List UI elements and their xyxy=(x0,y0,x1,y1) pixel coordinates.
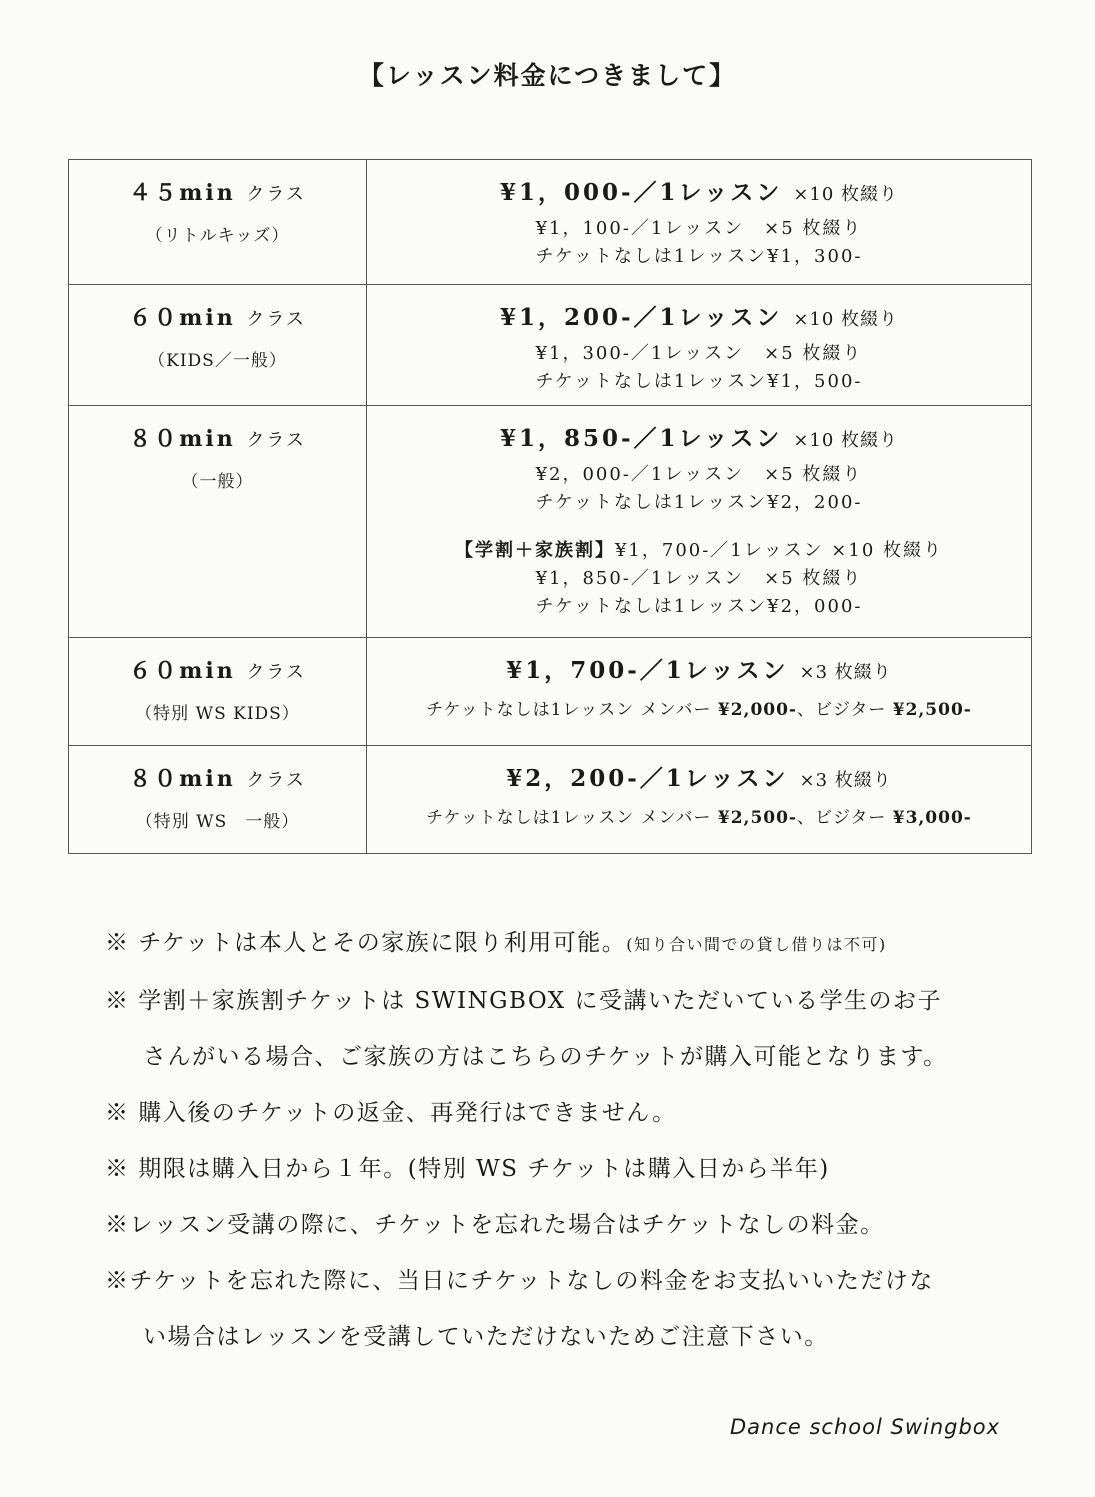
no-ticket-price: チケットなしは1レッスン¥2，200- xyxy=(535,492,863,513)
class-cell xyxy=(69,285,367,406)
fee-cell xyxy=(367,746,1032,854)
discount-label: 【学割＋家族割】 xyxy=(454,540,615,561)
class-name: ８０min クラス xyxy=(129,766,306,792)
five-ticket-price: ¥2，000-／1レッスン ×5 枚綴り xyxy=(535,464,863,485)
fee-cell xyxy=(367,285,1032,406)
class-name: ８０min クラス xyxy=(129,426,306,452)
note-item: ※レッスン受講の際に、チケットを忘れた場合はチケットなしの料金。 xyxy=(105,1212,885,1238)
discount-ten-ticket: ¥1，700-／1レッスン ×10 枚綴り xyxy=(614,540,944,561)
note-item: ※チケットを忘れた際に、当日にチケットなしの料金をお支払いいただけな xyxy=(105,1268,934,1294)
no-ticket-price: チケットなしは1レッスン¥1，500- xyxy=(535,371,863,392)
notes-section xyxy=(105,915,1055,1365)
note-item-continued: い場合はレッスンを受講していただけないためご注意下さい。 xyxy=(143,1324,829,1350)
main-price: ¥2，200-／1レッスン ×3 枚綴り xyxy=(506,765,892,792)
class-name: ６０min クラス xyxy=(129,658,306,684)
fee-cell xyxy=(367,160,1032,285)
discount-block xyxy=(367,537,1031,621)
fee-cell xyxy=(367,638,1032,746)
class-subtitle: （一般） xyxy=(181,472,254,492)
class-subtitle: （特別 WS KIDS） xyxy=(135,704,300,724)
main-price: ¥1，700-／1レッスン ×3 枚綴り xyxy=(506,657,892,684)
table-row xyxy=(69,160,1032,285)
no-ticket-price: チケットなしは1レッスン¥1，300- xyxy=(535,246,863,267)
note-item: ※ 購入後のチケットの返金、再発行はできません。 xyxy=(105,1100,677,1126)
class-cell xyxy=(69,406,367,638)
note-item: ※ チケットは本人とその家族に限り利用可能。(知り合い間での貸し借りは不可) xyxy=(105,930,887,956)
member-visitor-price: チケットなしは1レッスン メンバー ¥2,000-、ビジター ¥2,500- xyxy=(426,700,972,720)
main-price: ¥1，200-／1レッスン ×10 枚綴り xyxy=(499,304,899,331)
class-cell xyxy=(69,638,367,746)
fee-cell xyxy=(367,406,1032,638)
table-row xyxy=(69,285,1032,406)
table-row xyxy=(69,406,1032,638)
table-row xyxy=(69,746,1032,854)
class-subtitle: （KIDS／一般） xyxy=(148,351,287,371)
main-price: ¥1，850-／1レッスン ×10 枚綴り xyxy=(499,425,899,452)
discount-five-ticket: ¥1，850-／1レッスン ×5 枚綴り xyxy=(535,568,863,589)
table-row xyxy=(69,638,1032,746)
class-name: ６０min クラス xyxy=(129,305,306,331)
class-cell xyxy=(69,746,367,854)
five-ticket-price: ¥1，100-／1レッスン ×5 枚綴り xyxy=(535,218,863,239)
class-subtitle: （特別 WS 一般） xyxy=(135,812,300,832)
five-ticket-price: ¥1，300-／1レッスン ×5 枚綴り xyxy=(535,343,863,364)
class-name: ４５min クラス xyxy=(129,180,306,206)
class-cell xyxy=(69,160,367,285)
note-item: ※ 期限は購入日から１年。(特別 WS チケットは購入日から半年) xyxy=(105,1156,830,1182)
note-item: ※ 学割＋家族割チケットは SWINGBOX に受講いただいている学生のお子 xyxy=(105,988,942,1014)
signature: Dance school Swingbox xyxy=(730,1415,1001,1439)
class-subtitle: （リトルキッズ） xyxy=(145,226,290,246)
main-price: ¥1，000-／1レッスン ×10 枚綴り xyxy=(499,179,899,206)
member-visitor-price: チケットなしは1レッスン メンバー ¥2,500-、ビジター ¥3,000- xyxy=(426,808,972,828)
price-table xyxy=(68,159,1032,854)
page-title: 【レッスン料金につきまして】 xyxy=(358,61,737,90)
discount-no-ticket: チケットなしは1レッスン¥2，000- xyxy=(535,596,863,617)
note-item-continued: さんがいる場合、ご家族の方はこちらのチケットが購入可能となります。 xyxy=(143,1044,948,1070)
